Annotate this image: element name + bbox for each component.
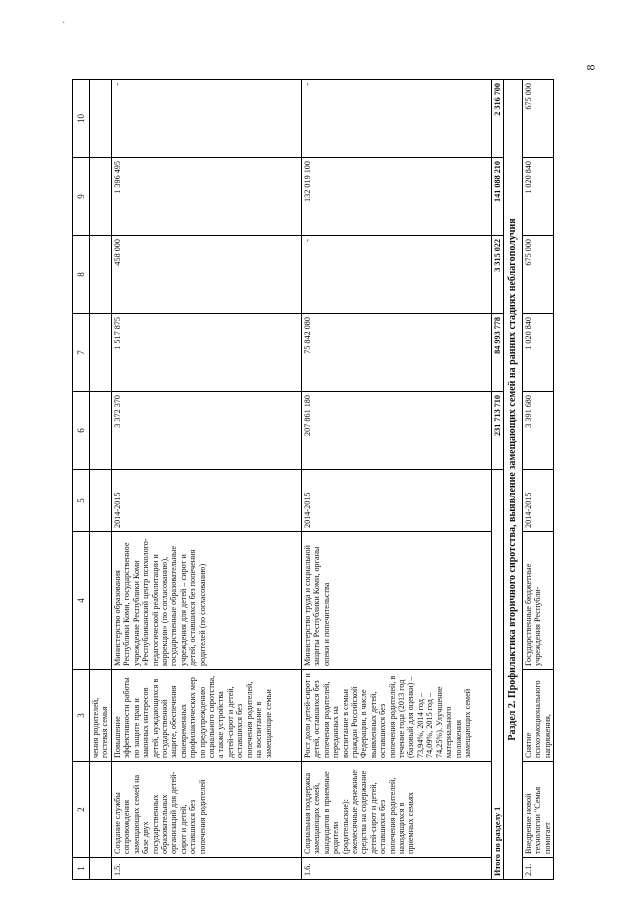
total-label: Итого по разделу 1 <box>491 470 503 880</box>
period: 2014-2015 <box>111 470 301 532</box>
amount-col7: 1 020 840 <box>522 314 553 392</box>
continuation-row <box>90 80 112 880</box>
amount-col8: - <box>301 236 491 314</box>
program-table <box>72 79 554 880</box>
scan-mark: · <box>62 18 66 29</box>
header-cell: 1 <box>73 858 90 880</box>
expected-result: Повышение эффективности работы по защите прав и законных интересов детей, нуждающихся в государственной защите, обеспечения своевременных профилактических мер по предупреждению социального сиротства, а также устройства детей-сирот и детей, оставшихся без попечения родителей, на воспитание в замещающие семьи <box>111 670 301 762</box>
executor: Государственные бюджетные учреждения Республи- <box>522 532 553 670</box>
measure-name: Внедрение новой технологии "Семья помогает <box>522 762 553 858</box>
expected-result: Снятие психоэмоционального напряжения, <box>522 670 553 762</box>
header-cell: 8 <box>73 236 90 314</box>
measure-name: Создание службы сопровождения замещающих семей на базе двух государственных образовательных организаций для детей-сирот и детей, оставшихся без попечения родителей <box>111 762 301 858</box>
total-col9: 141 088 210 <box>491 158 503 236</box>
header-cell: 5 <box>73 470 90 532</box>
amount-col8: 458 000 <box>111 236 301 314</box>
header-cell: 4 <box>73 532 90 670</box>
table-row <box>111 80 301 880</box>
amount-col6: 3 372 370 <box>111 392 301 470</box>
total-row <box>491 80 503 880</box>
expected-result: Рост доли детей-сирот и детей, оставшихся без попечения родителей, переданных на воспитание в семьи граждан Российской Федерации, в числе выявленных детей, оставшихся без попечения родителей, в течение года (2013 год (базовый для оценки) – 73,94%, 2014 год – 74,09%, 2015 год – 74,25%). Улучшение материального положения замещающих семей <box>301 670 491 762</box>
amount-col9: 132 019 100 <box>301 158 491 236</box>
measure-name: Социальная поддержка замещающих семей, кандидатов в приемные родители (родительские): ежемесячные денежные средства на содержание детей-сирот и детей, оставшихся без попечения родителей, находящихся в приемных семьях <box>301 762 491 858</box>
row-number: 1.5. <box>111 858 301 880</box>
amount-col9: 1 020 840 <box>522 158 553 236</box>
amount-col10: - <box>111 80 301 158</box>
amount-col10: - <box>301 80 491 158</box>
table-row <box>301 80 491 880</box>
amount-col6: 3 391 680 <box>522 392 553 470</box>
section-title: Раздел 2. Профилактика вторичного сиротства, выявление замещающих семей на ранних стадиях неблагополучия <box>504 80 523 880</box>
table-row <box>522 80 553 880</box>
total-col8: 3 315 022 <box>491 236 503 314</box>
continuation-text: чения родителей, гостевая семья <box>90 670 112 762</box>
total-col10: 2 316 700 <box>491 80 503 158</box>
period: 2014-2015 <box>522 470 553 532</box>
executor: Министерство труда и социальной защиты Республики Коми, органы опеки и попечительства <box>301 532 491 670</box>
amount-col8: 675 000 <box>522 236 553 314</box>
header-cell: 2 <box>73 762 90 858</box>
total-col6: 231 713 710 <box>491 392 503 470</box>
amount-col7: 75 842 080 <box>301 314 491 392</box>
total-col7: 84 993 778 <box>491 314 503 392</box>
header-cell: 3 <box>73 670 90 762</box>
row-number: 1.6. <box>301 858 491 880</box>
section-header-row <box>504 80 523 880</box>
header-row <box>73 80 90 880</box>
header-cell: 9 <box>73 158 90 236</box>
rotated-table-container <box>72 80 552 880</box>
amount-col7: 1 517 875 <box>111 314 301 392</box>
amount-col10: 675 000 <box>522 80 553 158</box>
header-cell: 6 <box>73 392 90 470</box>
period: 2014-2015 <box>301 470 491 532</box>
header-cell: 7 <box>73 314 90 392</box>
header-cell: 10 <box>73 80 90 158</box>
page-number: 8 <box>583 64 598 71</box>
amount-col9: 1 396 495 <box>111 158 301 236</box>
row-number: 2.1. <box>522 858 553 880</box>
executor: Министерство образования Республики Коми, государственное учреждение Республики Коми «Республиканский центр психолого-педагогической реабилитации и коррекции» (по согласованию), государственные образовательные учреждения для детей – сирот и детей, оставшихся без попечения родителей (по согласованию) <box>111 532 301 670</box>
amount-col6: 207 861 180 <box>301 392 491 470</box>
